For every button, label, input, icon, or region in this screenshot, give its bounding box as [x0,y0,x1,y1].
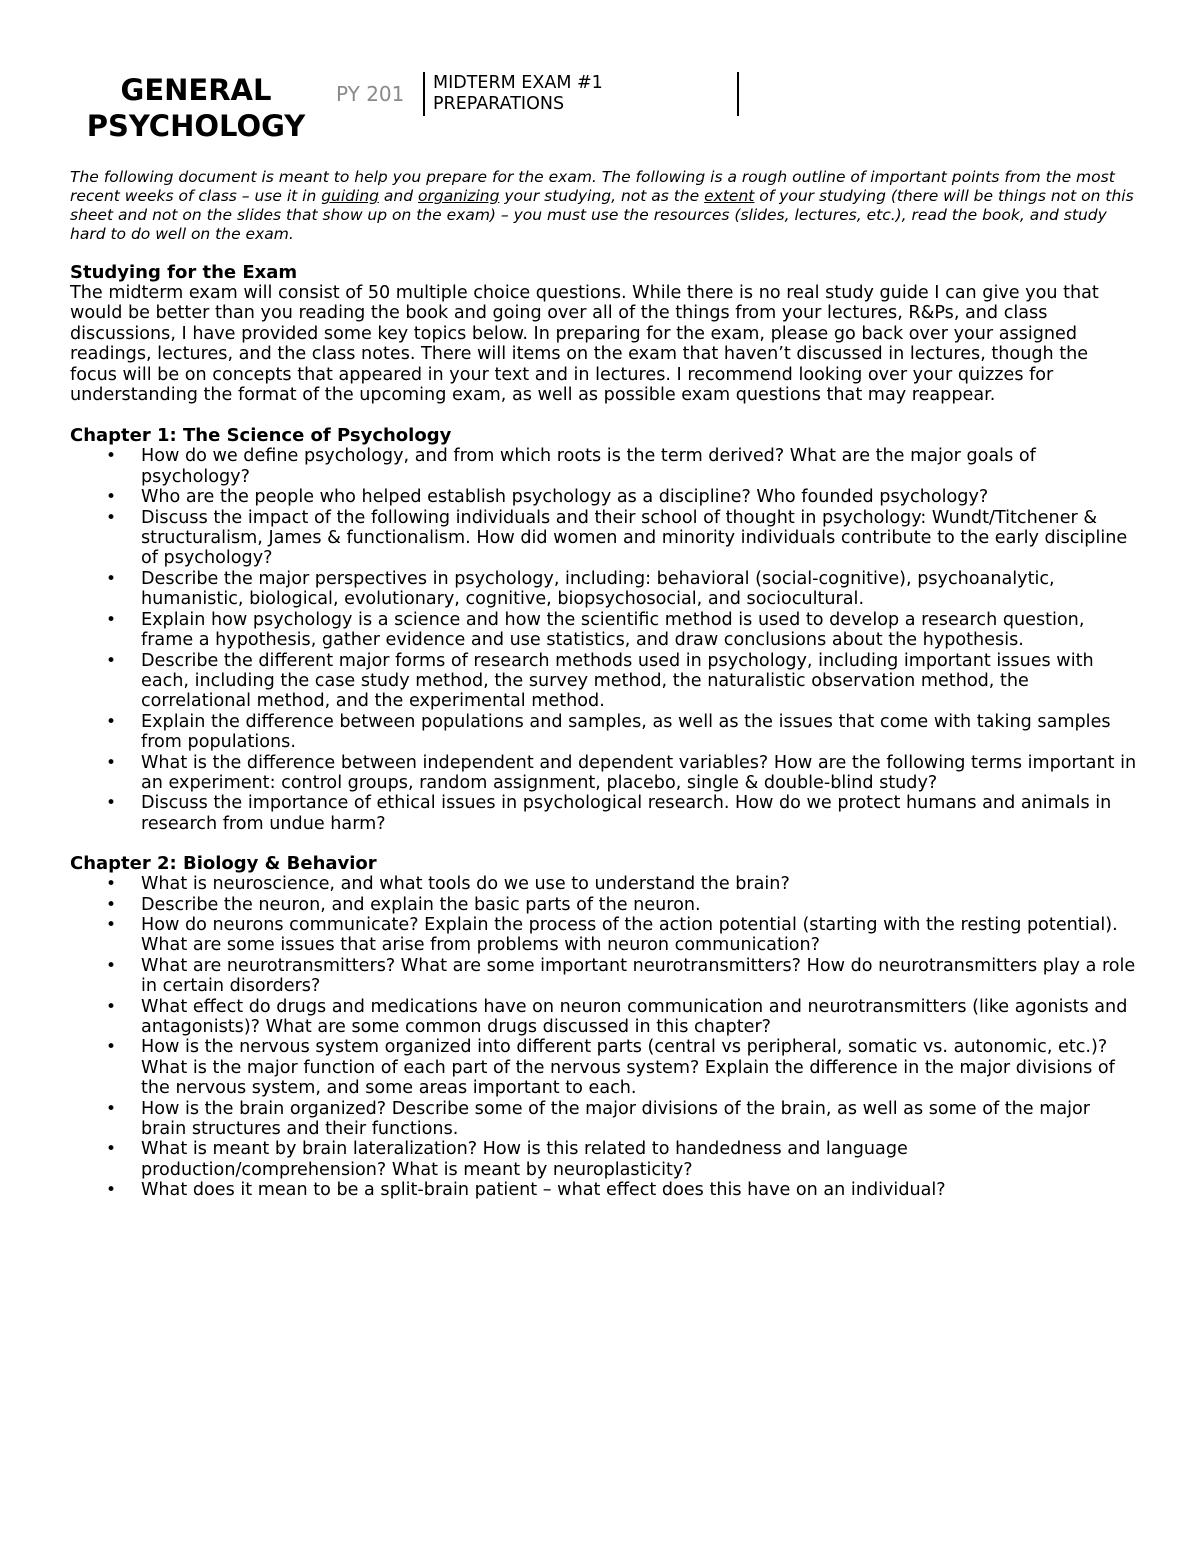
bullet-icon: • [106,487,117,508]
title-line-1: GENERAL [120,73,272,107]
bullet-icon: • [106,894,117,915]
chapter1-list-item [70,712,1140,753]
chapter1-list-item [70,753,1140,794]
chapter2-list-item [70,1139,1140,1180]
bullet-icon: • [106,711,117,732]
bullet-icon: • [106,996,117,1017]
intro-text-3: your studying, not as the [499,187,705,205]
bullet-icon: • [106,793,117,814]
chapter2-list-item [70,915,1140,956]
chapter2-heading: Chapter 2: Biology & Behavior [70,853,377,875]
chapter2-item-text: How do neurons communicate? Explain the process of the action potential (starting with the resting potential). What are some issues that arise from problems with neuron communication? [141,914,1118,956]
chapter2-item-text: How is the brain organized? Describe some of the major divisions of the brain, as well as some of the major brain structures and their functions. [141,1098,1091,1140]
chapter1-list-item [70,446,1140,487]
document-body [70,168,1140,1221]
document-title [76,72,316,144]
chapter2-item-text: Describe the neuron, and explain the basic parts of the neuron. [141,894,701,915]
intro-text-4: of your studying (there will be things not on this sheet and not on the slides that show up on the exam) – you must use the resources (slides, lectures, etc.), read the book, and study hard to do well on the exam. [70,187,1134,243]
bullet-icon: • [106,1180,117,1201]
chapter2-list-item [70,956,1140,997]
chapter1-item-text: What is the difference between independent and dependent variables? How are the following terms important in an experiment: control groups, random assignment, placebo, single & double-blind study? [141,752,1137,793]
bullet-icon: • [106,1139,117,1160]
chapter1-item-text: Explain how psychology is a science and how the scientific method is used to develop a research question, frame a hypothesis, gather evidence and use statistics, and draw conclusions about the hypothesis. [141,609,1085,651]
course-code: PY 201 [336,82,405,106]
chapter2-item-text: How is the nervous system organized into different parts (central vs peripheral, somatic vs. autonomic, etc.)? What is the major function of each part of the nervous system? Explain the difference in the major divisions of the nervous system, and some areas important to each. [141,1037,1115,1099]
chapter1-item-text: How do we define psychology, and from which roots is the term derived? What are the major goals of psychology? [141,446,1036,487]
chapter2-item-text: What is meant by brain lateralization? How is this related to handedness and language production/comprehension? What is meant by neuroplasticity? [141,1139,908,1180]
chapter1-list-item [70,508,1140,569]
bullet-icon: • [106,874,117,895]
chapter2-item-text: What is neuroscience, and what tools do we use to understand the brain? [141,874,790,895]
chapter1-list-item [70,569,1140,610]
chapter1-list-item [70,793,1140,834]
chapter2-item-text: What does it mean to be a split-brain patient – what effect does this have on an individual? [141,1180,946,1201]
exam-title-line-2: PREPARATIONS [433,94,565,114]
header-divider-right [737,72,739,116]
bullet-icon: • [106,752,117,773]
intro-text-1: The following document is meant to help you prepare for the exam. The following is a rough outline of important points from the most recent weeks of class – use it in [70,168,1115,205]
chapter1-heading: Chapter 1: The Science of Psychology [70,425,452,447]
exam-title-line-1: MIDTERM EXAM #1 [433,73,603,93]
bullet-icon: • [106,650,117,671]
chapter1-list-item [70,610,1140,651]
studying-paragraph: The midterm exam will consist of 50 multiple choice questions. While there is no real study guide I can give you that would be better than you reading the book and going over all of the things from your lectures, R&Ps, and class discussions, I have provided some key topics below. In preparing for the exam, please go back over your assigned readings, lectures, and the class notes. There will items on the exam that haven’t discussed in lectures, though the focus will be on concepts that appeared in your text and in lectures. I recommend looking over your quizzes for understanding the format of the upcoming exam, as well as possible exam questions that may reappear. [70,283,1099,406]
exam-title [433,73,603,115]
intro-text-2: and [378,187,418,205]
bullet-icon: • [106,507,117,528]
bullet-icon: • [106,1037,117,1058]
intro-paragraph [70,168,1140,244]
chapter2-list-item [70,1037,1140,1098]
chapter1-item-text: Describe the different major forms of research methods used in psychology, including important issues with each, including the case study method, the survey method, the naturalistic observation method, the correlational method, and the experimental method. [141,650,1094,712]
chapter2-list-item [70,997,1140,1038]
chapter1-list-item [70,487,1140,507]
bullet-icon: • [106,568,117,589]
chapter2-list [70,874,1140,1201]
chapter1-item-text: Describe the major perspectives in psychology, including: behavioral (social-cognitive), psychoanalytic, humanistic, biological, evolutionary, cognitive, biopsychosocial, and sociocultural. [141,568,1055,610]
intro-underline-extent: extent [704,187,755,205]
intro-underline-organizing: organizing [418,187,500,205]
bullet-icon: • [106,914,117,935]
bullet-icon: • [106,609,117,630]
chapter2-item-text: What effect do drugs and medications have on neuron communication and neurotransmitters (like agonists and antagonists)? What are some common drugs discussed in this chapter? [141,996,1128,1037]
chapter2-list-item [70,1180,1140,1200]
header-divider-left [423,72,425,116]
chapter2-list-item [70,874,1140,894]
chapter1-item-text: Explain the difference between populations and samples, as well as the issues that come with taking samples from populations. [141,711,1111,753]
title-line-2: PSYCHOLOGY [86,109,306,143]
bullet-icon: • [106,955,117,976]
chapter2-item-text: What are neurotransmitters? What are some important neurotransmitters? How do neurotransmitters play a role in certain disorders? [141,955,1136,997]
intro-underline-guiding: guiding [321,187,379,205]
chapter1-list [70,446,1140,834]
chapter1-item-text: Who are the people who helped establish psychology as a discipline? Who founded psychology? [141,487,989,508]
bullet-icon: • [106,446,117,467]
bullet-icon: • [106,1098,117,1119]
chapter2-list-item [70,1099,1140,1140]
chapter1-item-text: Discuss the impact of the following individuals and their school of thought in psychology: Wundt/Titchener & structuralism, James & functionalism. How did women and minority individuals contribute to the early discipline of psychology? [141,507,1128,569]
chapter1-list-item [70,651,1140,712]
studying-heading: Studying for the Exam [70,262,298,283]
chapter1-item-text: Discuss the importance of ethical issues in psychological research. How do we protect humans and animals in research from undue harm? [141,793,1112,834]
chapter2-list-item [70,895,1140,915]
